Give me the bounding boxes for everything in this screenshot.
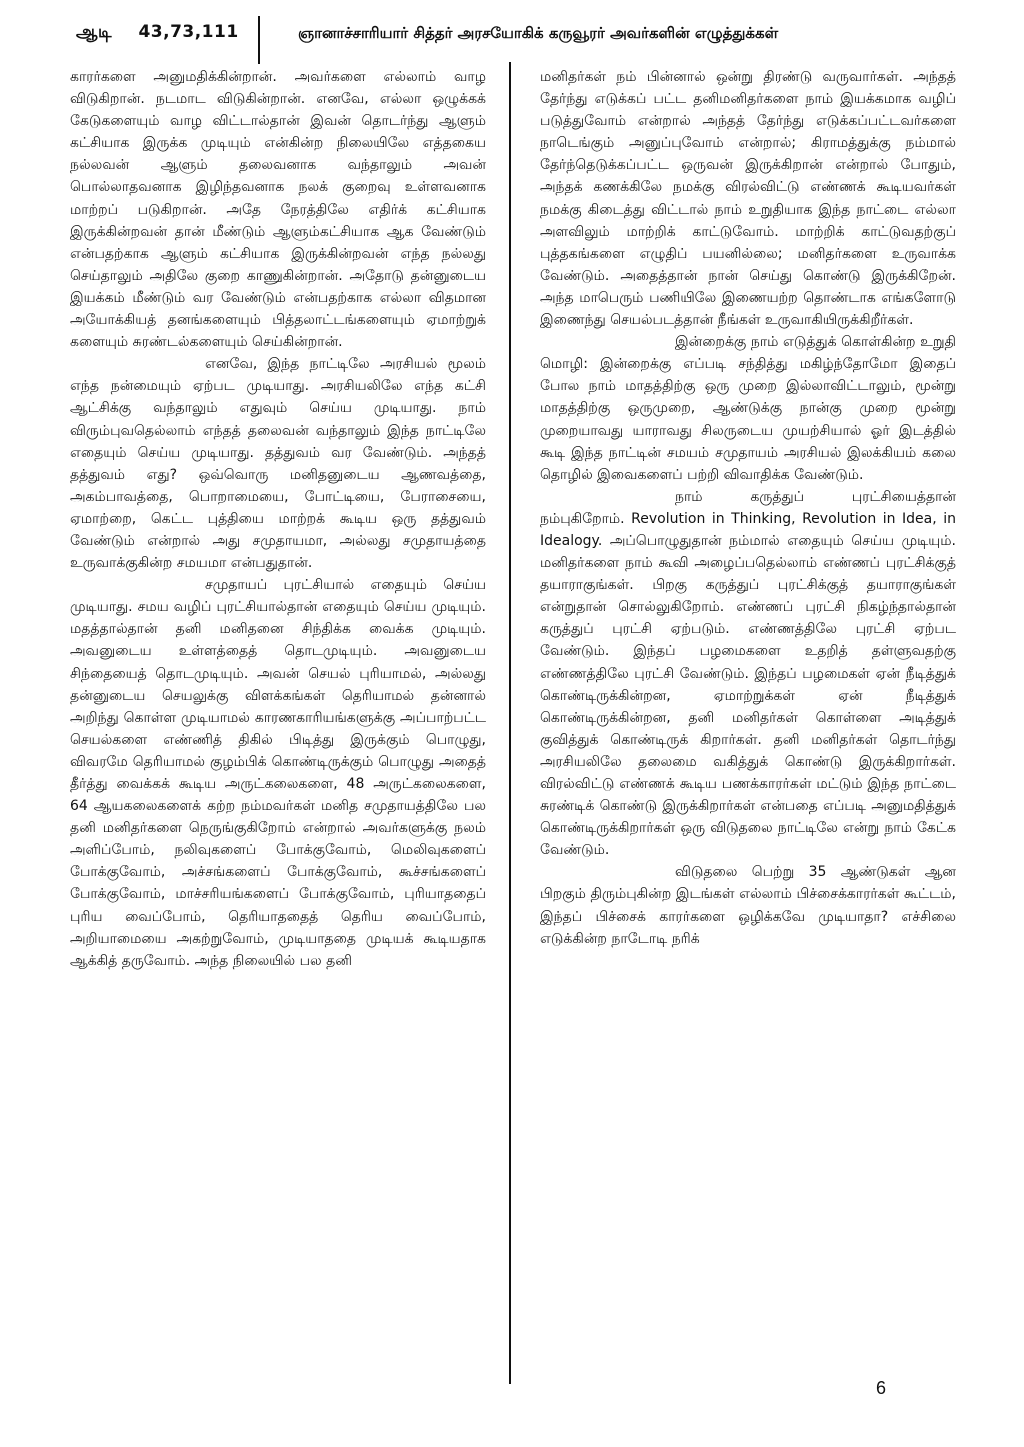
paragraph: மனிதர்கள் நம் பின்னால் ஒன்று திரண்டு வருவார்கள். அந்தத் தேர்ந்து எடுக்கப் பட்ட தனிமனிதர்களை நாம் இயக்கமாக வழிப் படுத்துவோம் என்றால் அந்தத் தேர்ந்து எடுக்கப்பட்டவர்களை நாடெங்கும் அனுப்புவோம் என்றால்; கிராமத்துக்கு நம்மால் தேர்ந்தெடுக்கப்பட்ட ஒருவன் இருக்கிறான் என்றால் போதும், அந்தக் கணக்கிலே நமக்கு விரல்விட்டு எண்ணக் கூடியவர்கள் நமக்கு கிடைத்து விட்டால் நாம் உறுதியாக இந்த நாட்டை எல்லா அளவிலும் மாற்றிக் காட்டுவோம். மாற்றிக் காட்டுவதற்குப் புத்தகங்களை எழுதிப் பயனில்லை; மனிதர்களை உருவாக்க வேண்டும். அதைத்தான் நான் செய்து கொண்டு இருக்கிறேன். அந்த மாபெரும் பணியிலே இணையற்ற தொண்டாக எங்களோடு இணைந்து செயல்படத்தான் நீங்கள் உருவாகியிருக்கிறீர்கள். [540, 69, 956, 329]
page-header [60, 16, 970, 56]
paragraph: காரர்களை அனுமதிக்கின்றான். அவர்களை எல்லாம் வாழ விடுகிறான். நடமாட விடுகின்றான். எனவே, எல்லா ஒழுக்கக் கேடுகளையும் வாழ விட்டால்தான் இவன் தொடர்ந்து ஆளும் கட்சியாக இருக்க முடியும் என்கின்ற நிலையிலே எத்தகைய நல்லவன் ஆளும் தலைவனாக வந்தாலும் அவன் பொல்லாதவனாக இழிந்தவனாக நலக் குறைவு உள்ளவனாக மாற்றப் படுகிறான். அதே நேரத்திலே எதிர்க் கட்சியாக இருக்கின்றவன் தான் மீண்டும் ஆளும்கட்சியாக ஆக வேண்டும் என்பதற்காக ஆளும் கட்சியாக இருக்கின்றவன் எந்த நல்லது செய்தாலும் அதிலே குறை காணுகின்றான். அதோடு தன்னுடைய இயக்கம் மீண்டும் வர வேண்டும் என்பதற்காக எல்லா விதமான அயோக்கியத் தனங்களையும் பித்தலாட்டங்களையும் ஏமாற்றுக் களையும் சுரண்டல்களையும் செய்கின்றான். [70, 69, 486, 351]
header-divider [258, 16, 260, 64]
page-title: ஞானாச்சாரியார் சித்தர் அரசயோகிக் கருவூரர் அவர்களின் எழுத்துக்கள் [298, 24, 779, 42]
paragraph: இன்றைக்கு நாம் எடுத்துக் கொள்கின்ற உறுதி மொழி: இன்றைக்கு எப்படி சந்தித்து மகிழ்ந்தோமோ இதைப் போல நாம் மாதத்திற்கு ஒரு முறை இல்லாவிட்டாலும், மூன்று மாதத்திற்கு ஒருமுறை, ஆண்டுக்கு நான்கு முறை மூன்று முறையாவது யாராவது சிலருடைய முயற்சியால் ஓர் இடத்தில் கூடி இந்த நாட்டின் சமயம் சமுதாயம் அரசியல் இலக்கியம் கலை தொழில் இவைகளைப் பற்றி விவாதிக்க வேண்டும். [540, 334, 956, 483]
column-divider [509, 62, 511, 1384]
issue-month: ஆடி [76, 22, 113, 42]
paragraph: நாம் கருத்துப் புரட்சியைத்தான் நம்புகிறோம். Revolution in Thinking, Revolution in Idea, in Idealogy. அப்பொழுதுதான் நம்மால் எதையும் செய்ய முடியும். மனிதர்களை நாம் கூவி அழைப்பதெல்லாம் எண்ணப் புரட்சிக்குத் தயாராகுங்கள். பிறகு கருத்துப் புரட்சிக்குத் தயாராகுங்கள் என்றுதான் சொல்லுகிறோம். எண்ணப் புரட்சி நிகழ்ந்தால்தான் கருத்துப் புரட்சி ஏற்படும். எண்ணத்திலே புரட்சி ஏற்பட வேண்டும். இந்தப் பழமைகளை உதறித் தள்ளுவதற்கு எண்ணத்திலே புரட்சி வேண்டும். இந்தப் பழமைகள் ஏன் நீடித்துக் கொண்டிருக்கின்றன, ஏமாற்றுக்கள் ஏன் நீடித்துக் கொண்டிருக்கின்றன, தனி மனிதர்கள் கொள்ளை அடித்துக் குவித்துக் கொண்டிருக் கிறார்கள். தனி மனிதர்கள் தொடர்ந்து அரசியலிலே தலைமை வகித்துக் கொண்டு இருக்கிறார்கள். விரல்விட்டு எண்ணக் கூடிய பணக்காரர்கள் மட்டும் இந்த நாட்டை சுரண்டிக் கொண்டு இருக்கிறார்கள் என்பதை எப்படி அனுமதித்துக் கொண்டிருக்கிறார்கள் ஒரு விடுதலை நாட்டிலே என்று நாம் கேட்க வேண்டும். [540, 488, 956, 859]
paragraph: எனவே, இந்த நாட்டிலே அரசியல் மூலம் எந்த நன்மையும் ஏற்பட முடியாது. அரசியலிலே எந்த கட்சி ஆட்சிக்கு வந்தாலும் எதுவும் செய்ய முடியாது. நாம் விரும்புவதெல்லாம் எந்தத் தலைவன் வந்தாலும் இந்த நாட்டிலே எதையும் செய்ய முடியாது. தத்துவம் வர வேண்டும். அந்தத் தத்துவம் எது? ஒவ்வொரு மனிதனுடைய ஆணவத்தை, அகம்பாவத்தை, பொறாமையை, போட்டியை, பேராசையை, ஏமாற்றை, கெட்ட புத்தியை மாற்றக் கூடிய ஒரு தத்துவம் வேண்டும் என்றால் அது சமுதாயமா, அல்லது சமுதாயத்தை உருவாக்குகின்ற சமயமா என்பதுதான். [70, 356, 486, 572]
paragraph: சமுதாயப் புரட்சியால் எதையும் செய்ய முடியாது. சமய வழிப் புரட்சியால்தான் எதையும் செய்ய முடியும். மதத்தால்தான் தனி மனிதனை சிந்திக்க வைக்க முடியும். அவனுடைய உள்ளத்தைத் தொடமுடியும். அவனுடைய சிந்தையைத் தொடமுடியும். அவன் செயல் புரியாமல், அல்லது தன்னுடைய செயலுக்கு விளக்கங்கள் தெரியாமல் தன்னால் அறிந்து கொள்ள முடியாமல் காரணகாரியங்களுக்கு அப்பாற்பட்ட செயல்களை எண்ணித் திகில் பிடித்து இருக்கும் பொழுது, விவரமே தெரியாமல் குழம்பிக் கொண்டிருக்கும் பொழுது அதைத் தீர்த்து வைக்கக் கூடிய அருட்கலைகளை, 48 அருட்கலைகளை, 64 ஆயகலைகளைக் கற்ற நம்மவர்கள் மனித சமுதாயத்திலே பல தனி மனிதர்களை நெருங்குகிறோம் என்றால் அவர்களுக்கு நலம் அளிப்போம், நலிவுகளைப் போக்குவோம், மெலிவுகளைப் போக்குவோம், அச்சங்களைப் போக்குவோம், கூச்சங்களைப் போக்குவோம், மாச்சரியங்களைப் போக்குவோம், புரியாததைப் புரிய வைப்போம், தெரியாததைத் தெரிய வைப்போம், அறியாமையை அகற்றுவோம், முடியாததை முடியக் கூடியதாக ஆக்கித் தருவோம். அந்த நிலையில் பல தனி [70, 577, 486, 969]
paragraph: விடுதலை பெற்று 35 ஆண்டுகள் ஆன பிறகும் திரும்புகின்ற இடங்கள் எல்லாம் பிச்சைக்காரர்கள் கூட்டம், இந்தப் பிச்சைக் காரர்களை ஒழிக்கவே முடியாதா? எச்சிலை எடுக்கின்ற நாடோடி நரிக் [540, 864, 956, 947]
issue-number: 43,73,111 [138, 22, 239, 42]
page-number: 6 [876, 1378, 887, 1398]
left-column [70, 66, 486, 972]
right-column [540, 66, 956, 950]
issue-info [76, 22, 239, 44]
